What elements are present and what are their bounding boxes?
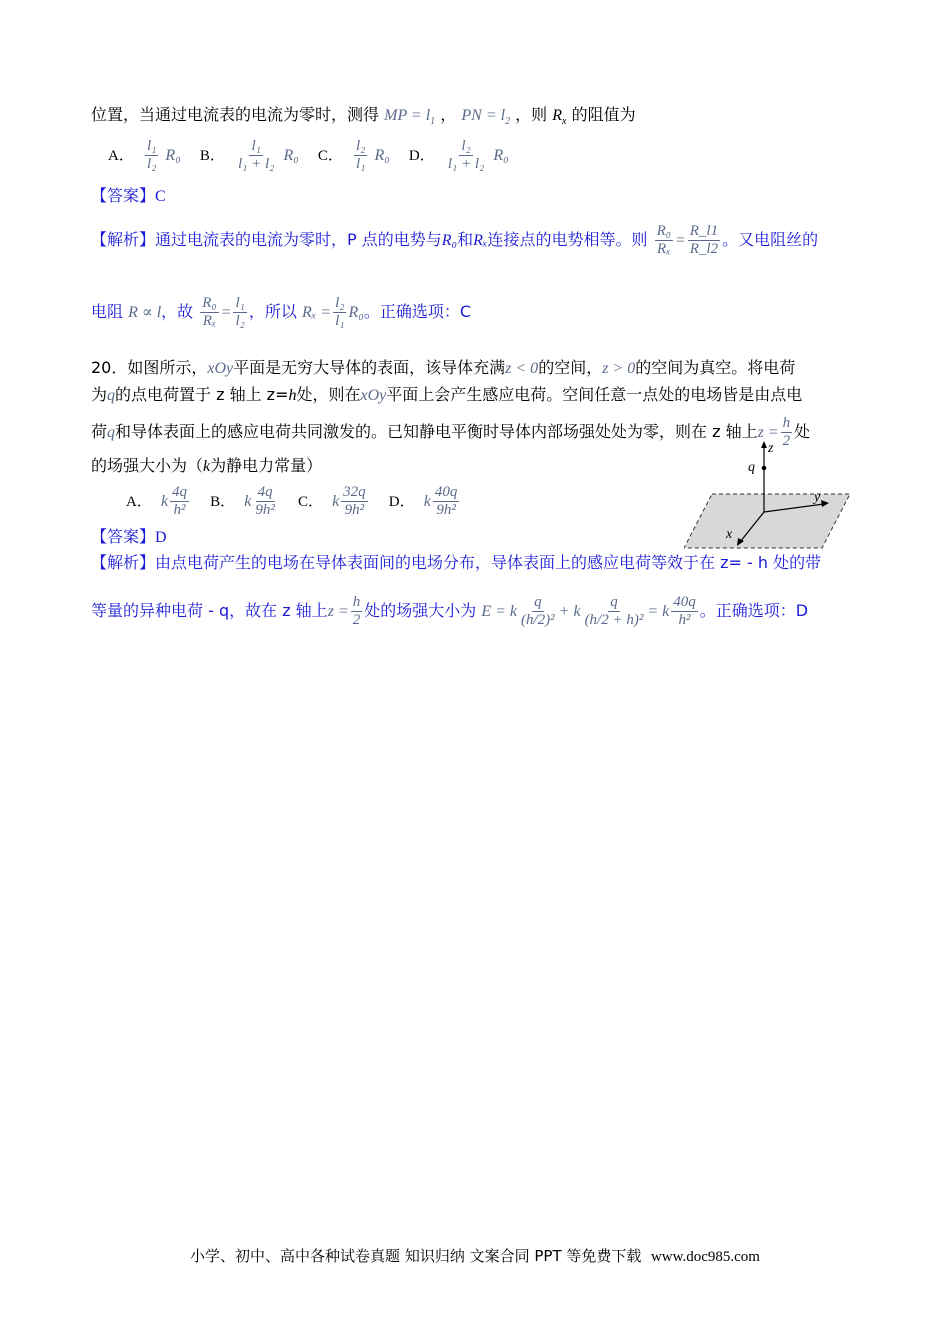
q20-answer [91,526,167,549]
k-symbol: k [203,458,211,475]
z-pos: z > 0 [602,360,636,377]
k-symbol: k [332,493,340,510]
analysis-label: 【解析】 [91,230,156,249]
fraction: $\frac{\text{l₂}}{\text{l₁ + l₂}}$ [447,138,485,172]
comma: ， [440,105,457,124]
option-tail: R₀ [165,147,181,164]
analysis-text: 。正确选项：D [699,601,809,620]
q20-analysis-line-2 [91,588,808,635]
fraction: $\frac{q}{\text{(h/2)²}}$ [521,594,555,628]
q20-stem-text: 处，则在 [296,385,361,404]
footer-text: 小学、初中、高中各种试卷真题 知识归纳 文案合同 PPT 等免费下载 [190,1247,642,1265]
option-tail: R₀ [493,147,509,164]
k-symbol: k [160,493,169,510]
analysis-text: 等量的异种电荷 - q，故在 z 轴上 [91,601,328,620]
q19-answer [91,185,166,208]
xoy-symbol: xOy [207,360,234,377]
e-eq: E = k [481,603,517,620]
conductor-plane-figure [684,438,856,550]
analysis-text: 和 [457,230,474,249]
proportion: R ∝ l [128,304,162,321]
q-symbol: q [107,424,116,441]
q20-stem-text: 的点电荷置于 z 轴上 z= [115,385,289,404]
z-axis-label: z [768,441,774,456]
r0-symbol: R₀ [441,232,458,249]
ratio-left: $\frac{\text{R₀}}{\text{Rₓ}}$ [656,223,671,257]
option-label: C． [297,494,323,510]
fraction: $\frac{40q}{\text{h²}}$ [673,594,696,628]
rx-symbol: $R_x$ [552,107,567,128]
q20-stem-text: 20．如图所示， [91,358,208,377]
answer-value: D [155,529,167,546]
option-tail: R₀ [283,147,299,164]
equals-k: = k [647,603,670,620]
q20-option-d [389,478,462,525]
fraction: $\frac{4q}{\text{h²}}$ [172,484,188,518]
pn-expr: PN = $l_2$ [461,107,511,128]
q19-analysis-line-1 [91,220,818,261]
q20-option-b [210,478,279,525]
ratio-left: $\frac{\text{R₀}}{\text{Rₓ}}$ [202,295,217,329]
option-label: B． [199,148,225,164]
option-label: D． [408,148,435,164]
equals: = [674,232,686,249]
fraction: $\frac{\text{l₁}}{\text{l₂}}$ [146,138,157,172]
option-label: D． [388,494,415,510]
analysis-text: 由点电荷产生的电场在导体表面间的电场分布，导体表面上的感应电荷等效于在 z= - h 处的带 [155,553,822,572]
analysis-text: ，故 [161,302,194,321]
z-arrow-icon [761,441,767,448]
q20-option-a [126,478,191,525]
k-symbol: k [244,493,252,510]
q19-stem-text: 位置，当通过电流表的电流为零时，测得 [91,105,380,124]
q19-stem-text-2: ，则 [515,105,548,124]
analysis-text: 电阻 [91,302,124,321]
option-tail: R₀ [374,147,390,164]
point-charge [762,466,767,471]
q20-stem-text: 的场强大小为（ [91,456,204,475]
footer-url[interactable]: www.doc985.com [650,1249,760,1265]
xoy-symbol: xOy [360,387,387,404]
x-axis-label: x [726,527,733,542]
analysis-text: 。正确选项：C [363,302,471,321]
q19-option-b [200,132,299,179]
fraction: $\frac{q}{\text{(h/2 + h)²}}$ [584,594,644,628]
analysis-text: 。又电阻丝的 [722,230,819,249]
q20-stem-text: 平面上会产生感应电荷。空间任意一点处的电场皆是由点电 [386,385,803,404]
answer-value: C [155,188,166,205]
option-label: C． [317,148,343,164]
q20-stem-line-2 [91,384,802,407]
q20-stem-text: 平面是无穷大导体的表面，该导体充满 [233,358,506,377]
q19-analysis-line-2 [91,292,471,333]
y-axis-label: y [814,490,821,505]
fraction: $\frac{4q}{\text{9h²}}$ [255,484,275,518]
analysis-text: 连接点的电势相等。则 [487,230,648,249]
q20-option-c [298,478,370,525]
q20-stem-text: 荷 [91,422,108,441]
answer-label: 【答案】 [91,527,156,546]
z-neg: z < 0 [505,360,539,377]
q20-stem-text: 处 [794,422,811,441]
q20-stem-text: 的空间为真空。将电荷 [635,358,796,377]
fraction: $\frac{\text{l₂}}{\text{l₁}}$ [335,295,345,329]
q19-option-a [108,132,181,179]
q20-stem-text: 的空间， [538,358,603,377]
q20-stem-text: 和导体表面上的感应电荷共同激发的。已知静电平衡时导体内部场强处处为零，则在 z 轴上 [115,422,758,441]
option-label: A． [126,494,152,510]
q20-stem-line-4 [91,455,322,478]
q19-options [108,132,523,179]
q19-option-d [409,132,509,179]
fraction: $\frac{h}{2}$ [782,415,791,449]
q-symbol: q [107,387,116,404]
r0-symbol: R₀ [348,304,364,321]
q19-option-c [318,132,390,179]
fraction: $\frac{32q}{\text{9h²}}$ [343,484,366,518]
z-eq: z = [327,603,349,620]
option-label: A． [108,148,134,164]
q20-stem-text: 为静电力常量） [210,456,323,475]
q19-stem-text-3: 的阻值为 [571,105,636,124]
q19-stem-line [91,104,636,133]
analysis-text: 通过电流表的电流为零时，P 点的电势与 [155,230,442,249]
fraction: $\frac{h}{2}$ [352,594,361,628]
k-symbol: k [423,493,431,510]
q20-stem-line-1 [91,357,795,380]
ratio-right: $\frac{\text{l₁}}{\text{l₂}}$ [235,295,245,329]
mp-expr: MP = $l_1$ [384,107,436,128]
fraction: $\frac{40q}{\text{9h²}}$ [434,484,458,518]
equals: = [220,304,232,321]
analysis-text: ，所以 [248,302,297,321]
analysis-text: 处的场强大小为 [364,601,477,620]
page-footer [0,1245,950,1266]
analysis-label: 【解析】 [91,553,156,572]
q-label: q [748,460,755,475]
ratio-right: $\frac{R\_l1}{R\_l2}$ [689,223,719,257]
fraction: $\frac{\text{l₁}}{\text{l₁ + l₂}}$ [237,138,275,172]
h-symbol: h [288,387,297,404]
q20-options [126,478,475,525]
q20-stem-text: 为 [91,385,108,404]
q20-analysis-line-1 [91,552,821,574]
option-label: B． [210,494,236,510]
z-eq: z = [757,424,779,441]
rx-eq: Rₓ = [301,304,332,321]
answer-label: 【答案】 [91,186,156,205]
fraction: $\frac{\text{l₂}}{\text{l₁}}$ [356,138,366,172]
rx-symbol: Rₓ [473,232,488,249]
plus-k: + k [558,603,581,620]
